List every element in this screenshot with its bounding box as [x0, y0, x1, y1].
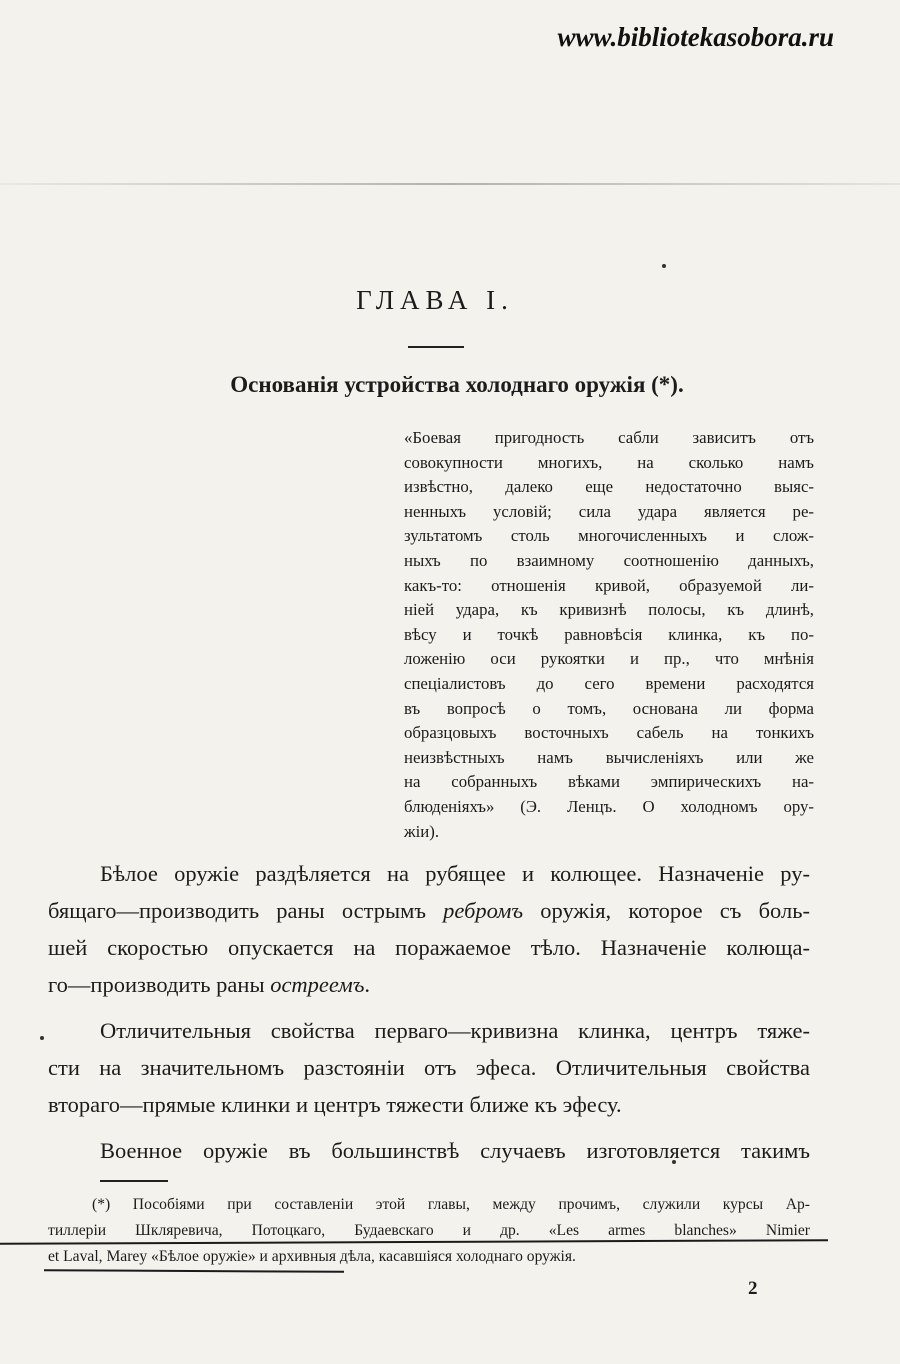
scan-speck: [40, 1036, 44, 1040]
scan-speck: [662, 264, 666, 268]
paragraph-line: сти на значительномъ разстояніи отъ эфеса. Отличительныя свойства: [48, 1055, 810, 1080]
footnote-line: тиллеріи Шкляревича, Потоцкаго, Будаевскаго и др. «Les armes blanches» Nimier: [48, 1222, 810, 1239]
epigraph-line: въ вопросѣ о томъ, основана ли форма: [404, 698, 814, 718]
handwritten-underline: [44, 1269, 344, 1273]
paragraph-line: шей скоростью опускается на поражаемое тѣло. Назначеніе колюща-: [48, 935, 810, 960]
text-run: го—производить раны: [48, 972, 271, 997]
epigraph-line: «Боевая пригодность сабли зависитъ отъ: [404, 428, 814, 447]
paragraph-line: Отличительныя свойства перваго—кривизна клинка, центръ тяже-: [100, 1018, 810, 1043]
footnote-line: et Laval, Marey «Бѣлое оружіе» и архивныя дѣла, касавшіяся холоднаго оружія.: [48, 1248, 576, 1265]
epigraph-line: какъ-то: отношенія кривой, образуемой ли-: [404, 575, 814, 595]
watermark: www.bibliotekasobora.ru: [557, 22, 834, 52]
epigraph-line: ненныхъ условій; сила удара является ре-: [404, 501, 814, 521]
footnote: [48, 1192, 810, 1270]
epigraph-line: извѣстно, далеко еще недостаточно выяс-: [404, 477, 814, 497]
epigraph-line: зультатомъ столь многочисленныхъ и слож-: [404, 526, 814, 546]
paragraph-3: [48, 1132, 810, 1169]
epigraph-line: вѣсу и точкѣ равновѣсія клинка, къ по-: [404, 624, 814, 644]
paragraph-line: Военное оружіе въ большинствѣ случаевъ изготовляется такимъ: [100, 1138, 810, 1163]
epigraph-line: ныхъ по взаимному соотношенію данныхъ,: [404, 550, 814, 570]
epigraph: [404, 426, 814, 844]
chapter-heading: ГЛАВА I.: [356, 285, 514, 315]
paragraph-line: [48, 892, 810, 929]
footnote-divider: [100, 1180, 168, 1182]
epigraph-line: совокупности многихъ, на сколько намъ: [404, 452, 814, 472]
epigraph-line: на собранныхъ вѣками эмпирическихъ на-: [404, 772, 814, 792]
italic-term: остреемъ: [270, 972, 365, 997]
paragraph-1: [48, 855, 810, 1003]
text-run: .: [364, 972, 370, 997]
footnote-line: (*) Пособіями при составленіи этой главы, между прочимъ, служили курсы Ар-: [92, 1196, 810, 1213]
epigraph-line: жіи).: [404, 821, 440, 841]
paragraph-2: [48, 1012, 810, 1123]
epigraph-line: ложенію оси рукоятки и пр., что мнѣнія: [404, 649, 814, 669]
paragraph-line: Бѣлое оружіе раздѣляется на рубящее и колющее. Назначеніе ру-: [100, 861, 810, 886]
text-run: бящаго—производить раны острымъ: [48, 898, 444, 923]
epigraph-line: неизвѣстныхъ намъ вычисленіяхъ или же: [404, 747, 814, 767]
italic-term: ребромъ: [443, 898, 524, 923]
scan-artifact-line: [0, 183, 900, 185]
paragraph-line: [48, 966, 810, 1003]
heading-divider: [408, 346, 464, 348]
epigraph-line: ніей удара, къ кривизнѣ полосы, къ длинѣ,: [404, 600, 814, 620]
section-title: Основанія устройства холоднаго оружія (*).: [230, 372, 684, 397]
page-number: 2: [748, 1278, 758, 1299]
paragraph-line: втораго—прямые клинки и центръ тяжести ближе къ эфесу.: [48, 1092, 622, 1117]
text-run: оружія, которое съ боль-: [523, 898, 810, 923]
epigraph-line: спеціалистовъ до сего времени расходятся: [404, 673, 814, 693]
epigraph-line: образцовыхъ восточныхъ сабель на тонкихъ: [404, 723, 814, 743]
epigraph-line: блюденіяхъ» (Э. Ленцъ. О холодномъ ору-: [404, 796, 814, 816]
